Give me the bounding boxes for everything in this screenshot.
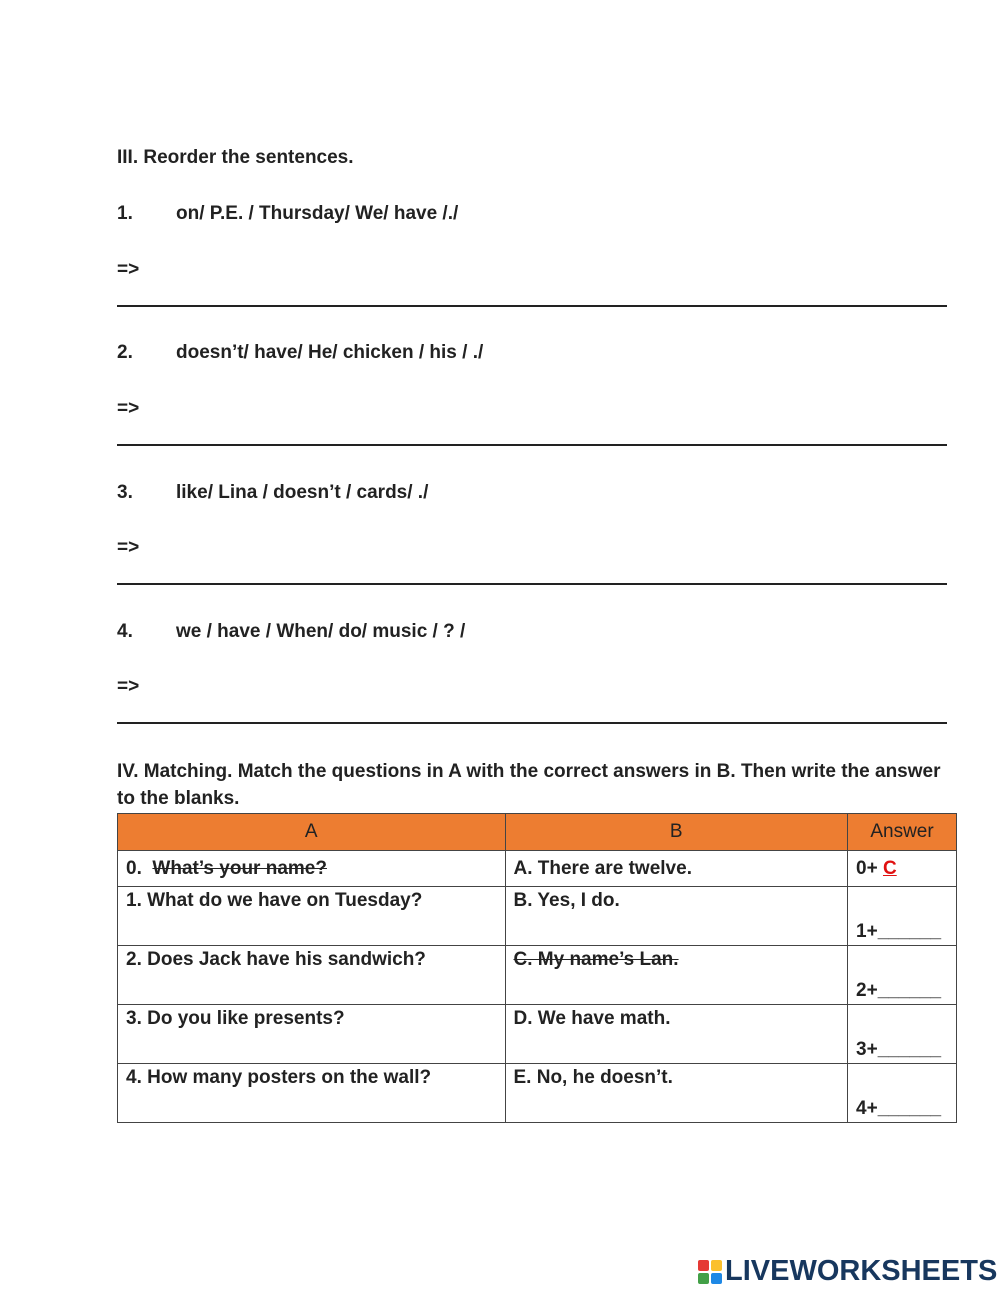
section-4-title: IV. Matching. Match the questions in A with the correct answers in B. Then write the answer to the blanks. — [117, 761, 941, 809]
answer-line-4[interactable] — [117, 722, 947, 724]
answer-cell — [848, 851, 957, 887]
table-row — [118, 946, 957, 1005]
reorder-item-1 — [117, 203, 458, 225]
section-3-title: III. Reorder the sentences. — [117, 147, 354, 168]
answer-cell[interactable] — [848, 1064, 957, 1123]
answer-line-3[interactable] — [117, 583, 947, 585]
answer-arrow-4: => — [117, 676, 140, 697]
answer-option-cell: E. No, he doesn’t. — [505, 1064, 848, 1123]
item-number: 3. — [117, 482, 133, 503]
answer-arrow-3: => — [117, 537, 140, 558]
question-cell — [118, 851, 506, 887]
table-row — [118, 887, 957, 946]
answer-arrow-2: => — [117, 398, 140, 419]
item-words: on/ P.E. / Thursday/ We/ have /./ — [176, 203, 459, 224]
question-number: 0. — [126, 857, 142, 879]
answer-arrow-1: => — [117, 259, 140, 280]
answer-option-cell: A. There are twelve. — [505, 851, 848, 887]
answer-blank[interactable]: 4+______ — [856, 1098, 942, 1119]
answer-option-cell: B. Yes, I do. — [505, 887, 848, 946]
matching-table — [117, 813, 957, 1123]
reorder-item-3 — [117, 482, 428, 504]
answer-cell[interactable] — [848, 887, 957, 946]
logo-square — [711, 1260, 722, 1271]
logo-square — [698, 1260, 709, 1271]
item-number: 1. — [117, 203, 133, 224]
reorder-item-4 — [117, 621, 465, 643]
item-words: we / have / When/ do/ music / ? / — [176, 621, 466, 642]
answer-option-cell: C. My name’s Lan. — [505, 946, 848, 1005]
item-number: 4. — [117, 621, 133, 642]
logo-square — [711, 1273, 722, 1284]
item-number: 2. — [117, 342, 133, 363]
reorder-item-2 — [117, 342, 483, 364]
table-row — [118, 1005, 957, 1064]
column-header-answer: Answer — [848, 814, 957, 851]
item-words: doesn’t/ have/ He/ chicken / his / ./ — [176, 342, 484, 363]
question-cell: 4. How many posters on the wall? — [118, 1064, 506, 1123]
table-row — [118, 851, 957, 887]
logo-text: LIVEWORKSHEETS — [725, 1255, 998, 1287]
answer-blank[interactable]: 1+______ — [856, 921, 942, 942]
column-header-b: B — [505, 814, 848, 851]
answer-option-cell: D. We have math. — [505, 1005, 848, 1064]
answer-line-1[interactable] — [117, 305, 947, 307]
liveworksheets-logo — [698, 1255, 997, 1288]
answer-blank[interactable]: 2+______ — [856, 980, 942, 1001]
column-header-a: A — [118, 814, 506, 851]
answer-value: C — [882, 857, 897, 879]
question-text: What’s your name? — [152, 857, 327, 879]
answer-line-2[interactable] — [117, 444, 947, 446]
table-row — [118, 1064, 957, 1123]
question-cell: 2. Does Jack have his sandwich? — [118, 946, 506, 1005]
answer-prefix: 0+ — [856, 857, 878, 879]
question-cell: 3. Do you like presents? — [118, 1005, 506, 1064]
logo-squares-icon — [698, 1260, 722, 1284]
answer-cell[interactable] — [848, 946, 957, 1005]
question-cell: 1. What do we have on Tuesday? — [118, 887, 506, 946]
table-header-row — [118, 814, 957, 851]
answer-cell[interactable] — [848, 1005, 957, 1064]
answer-blank[interactable]: 3+______ — [856, 1039, 942, 1060]
item-words: like/ Lina / doesn’t / cards/ ./ — [176, 482, 429, 503]
logo-square — [698, 1273, 709, 1284]
